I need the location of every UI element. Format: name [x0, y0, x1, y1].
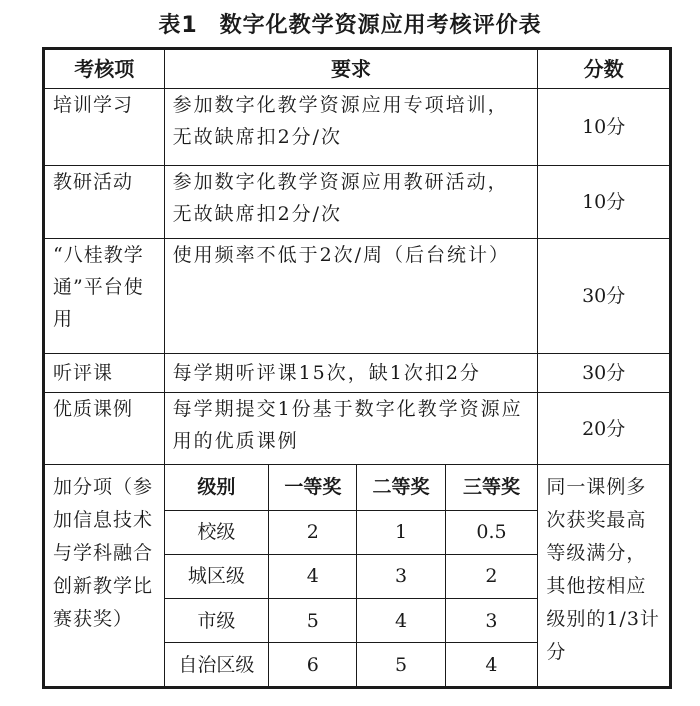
award-value: 2 — [445, 554, 537, 598]
award-value: 3 — [357, 554, 445, 598]
award-level: 自治区级 — [165, 643, 269, 686]
table-row — [44, 89, 671, 166]
award-value: 5 — [357, 643, 445, 686]
award-value: 4 — [357, 598, 445, 642]
header-score: 分数 — [538, 49, 671, 89]
award-row — [165, 598, 538, 642]
bonus-item: 加分项（参加信息技术与学科融合创新教学比赛获奖） — [44, 465, 165, 688]
header-row — [44, 49, 671, 89]
row-requirement: 使用频率不低于2次/周（后台统计） — [164, 239, 538, 354]
bonus-note: 同一课例多次获奖最高等级满分，其他按相应级别的1/3计分 — [538, 465, 671, 688]
award-table — [165, 465, 538, 686]
award-value: 2 — [269, 510, 357, 554]
row-item: “八桂教学通”平台使用 — [44, 239, 165, 354]
award-row — [165, 510, 538, 554]
table-row — [44, 166, 671, 239]
table-number: 表1 — [158, 13, 198, 38]
evaluation-table — [42, 47, 672, 689]
award-value: 1 — [357, 510, 445, 554]
row-item: 培训学习 — [44, 89, 165, 166]
award-header-level: 级别 — [165, 465, 269, 510]
row-score: 30分 — [538, 354, 671, 393]
award-value: 6 — [269, 643, 357, 686]
row-item: 听评课 — [44, 354, 165, 393]
row-requirement: 每学期听评课15次，缺1次扣2分 — [164, 354, 538, 393]
bonus-award-cell — [164, 465, 538, 688]
bonus-row — [44, 465, 671, 688]
award-value: 3 — [445, 598, 537, 642]
award-value: 5 — [269, 598, 357, 642]
award-header-row — [165, 465, 538, 510]
award-level: 市级 — [165, 598, 269, 642]
row-item: 教研活动 — [44, 166, 165, 239]
award-level: 城区级 — [165, 554, 269, 598]
award-header-third: 三等奖 — [445, 465, 537, 510]
award-value: 0.5 — [445, 510, 537, 554]
header-requirement: 要求 — [164, 49, 538, 89]
table-title-text: 数字化教学资源应用考核评价表 — [219, 13, 542, 38]
row-score: 30分 — [538, 239, 671, 354]
table-title — [0, 8, 700, 44]
row-requirement: 参加数字化教学资源应用专项培训，无故缺席扣2分/次 — [164, 89, 538, 166]
award-level: 校级 — [165, 510, 269, 554]
table-row — [44, 354, 671, 393]
award-header-second: 二等奖 — [357, 465, 445, 510]
row-requirement: 参加数字化教学资源应用教研活动，无故缺席扣2分/次 — [164, 166, 538, 239]
award-value: 4 — [445, 643, 537, 686]
row-item: 优质课例 — [44, 393, 165, 465]
award-row — [165, 643, 538, 686]
row-score: 10分 — [538, 89, 671, 166]
row-requirement: 每学期提交1份基于数字化教学资源应用的优质课例 — [164, 393, 538, 465]
header-item: 考核项 — [44, 49, 165, 89]
award-value: 4 — [269, 554, 357, 598]
award-row — [165, 554, 538, 598]
table-row — [44, 239, 671, 354]
table-row — [44, 393, 671, 465]
row-score: 20分 — [538, 393, 671, 465]
award-header-first: 一等奖 — [269, 465, 357, 510]
row-score: 10分 — [538, 166, 671, 239]
